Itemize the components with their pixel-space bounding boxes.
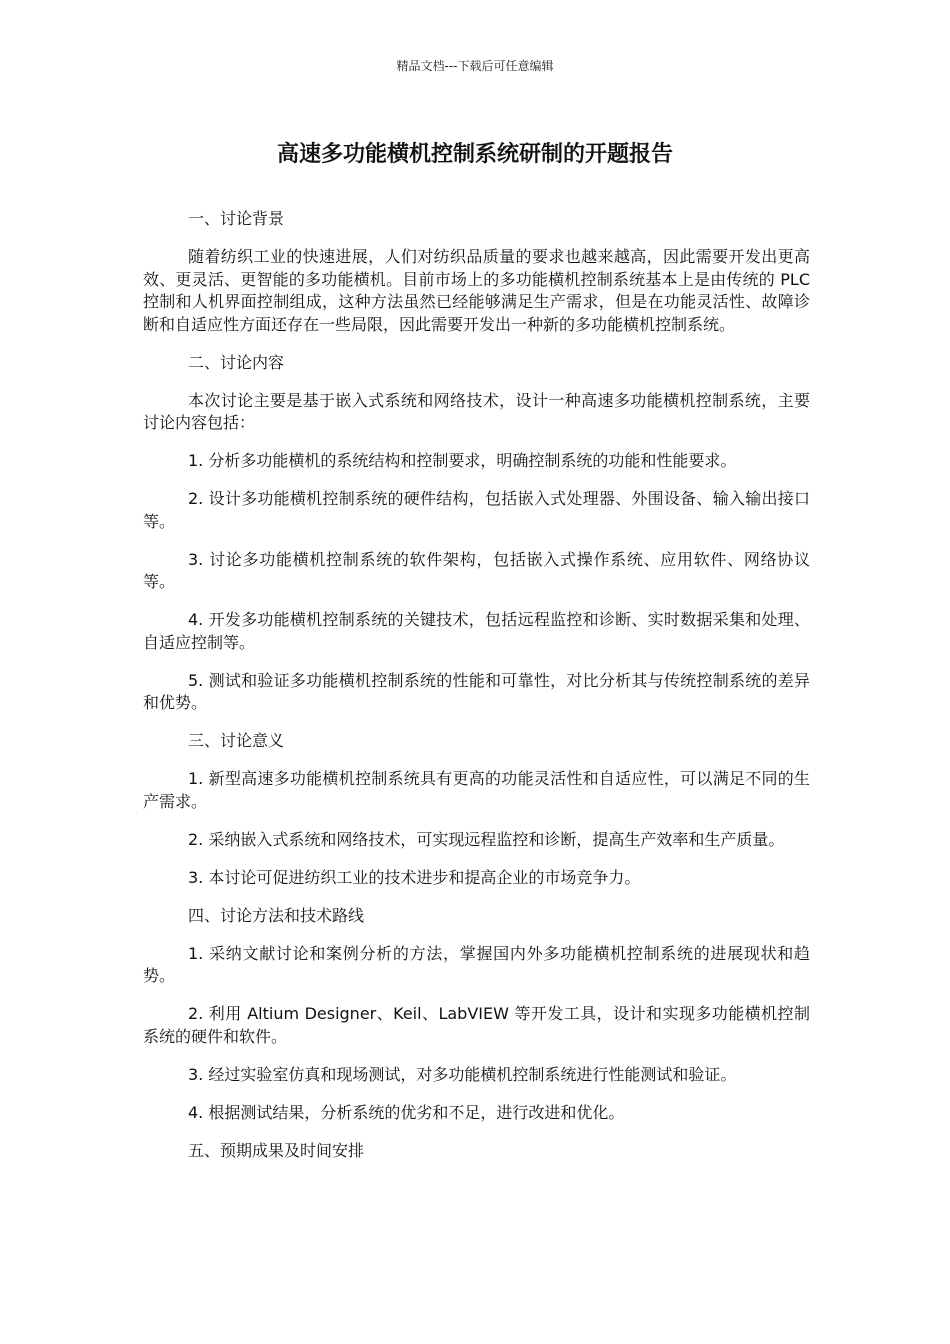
list-item-content-2: 2. 设计多功能横机控制系统的硬件结构，包括嵌入式处理器、外围设备、输入输出接口等。 [143,489,810,531]
paragraph-content-intro: 本次讨论主要是基于嵌入式系统和网络技术，设计一种高速多功能横机控制系统，主要讨论内容包括： [143,390,810,432]
section-heading-outcomes: 五、预期成果及时间安排 [188,1140,365,1160]
section-heading-background: 一、讨论背景 [188,209,285,228]
document-title: 高速多功能横机控制系统研制的开题报告 [276,142,673,167]
list-item-methods-2: 2. 利用 Altium Designer、Keil、LabVIEW 等开发工具，设计和实现多功能横机控制系统的硬件和软件。 [143,1004,810,1046]
document-body [143,208,810,1178]
list-item-content-5: 5. 测试和验证多功能横机控制系统的性能和可靠性，对比分析其与传统控制系统的差异和优势。 [143,670,810,712]
list-item-methods-3: 3. 经过实验室仿真和现场测试，对多功能横机控制系统进行性能测试和验证。 [188,1064,737,1084]
section-heading-content: 二、讨论内容 [188,352,285,372]
list-item-significance-1: 1. 新型高速多功能横机控制系统具有更高的功能灵活性和自适应性，可以满足不同的生产需求。 [143,769,810,811]
list-item-content-4: 4. 开发多功能横机控制系统的关键技术，包括远程监控和诊断、实时数据采集和处理、自适应控制等。 [143,610,810,652]
header-note: 精品文档---下载后可任意编辑 [396,59,554,73]
paragraph-background: 随着纺织工业的快速进展，人们对纺织品质量的要求也越来越高，因此需要开发出更高效、更灵活、更智能的多功能横机。目前市场上的多功能横机控制系统基本上是由传统的 PLC 控制和人机界面控制组成，这种方法虽然已经能够满足生产需求，但是在功能灵活性、故障诊断和自适应性方面还存在一些局限，因此需要开发出一种新的多功能横机控制系统。 [143,247,810,334]
list-item-content-1: 1. 分析多功能横机的系统结构和控制要求，明确控制系统的功能和性能要求。 [188,451,737,470]
list-item-methods-1: 1. 采纳文献讨论和案例分析的方法，掌握国内外多功能横机控制系统的进展现状和趋势。 [143,943,810,985]
list-item-significance-2: 2. 采纳嵌入式系统和网络技术，可实现远程监控和诊断，提高生产效率和生产质量。 [188,829,785,849]
list-item-methods-4: 4. 根据测试结果，分析系统的优劣和不足，进行改进和优化。 [188,1102,625,1122]
list-item-content-3: 3. 讨论多功能横机控制系统的软件架构，包括嵌入式操作系统、应用软件、网络协议等。 [143,549,810,591]
section-heading-significance: 三、讨论意义 [188,731,285,750]
list-item-significance-3: 3. 本讨论可促进纺织工业的技术进步和提高企业的市场竞争力。 [188,867,641,887]
section-heading-methods: 四、讨论方法和技术路线 [188,905,365,925]
